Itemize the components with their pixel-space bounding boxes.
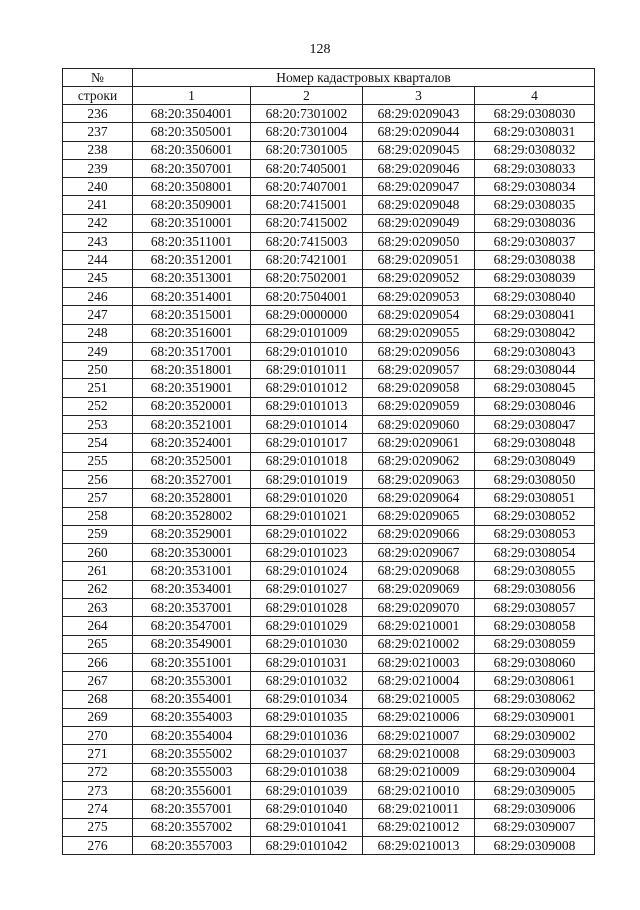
cadastral-number-cell: 68:20:7415001 — [251, 196, 363, 214]
cadastral-number-cell: 68:20:3527001 — [133, 470, 251, 488]
cadastral-number-cell: 68:20:3534001 — [133, 580, 251, 598]
cadastral-number-cell: 68:29:0209061 — [363, 434, 475, 452]
cadastral-number-cell: 68:29:0308047 — [475, 416, 595, 434]
table-row — [63, 214, 595, 232]
row-number-cell: 267 — [63, 672, 133, 690]
table-row — [63, 507, 595, 525]
cadastral-number-cell: 68:29:0308031 — [475, 123, 595, 141]
table-row — [63, 105, 595, 123]
row-number-cell: 274 — [63, 800, 133, 818]
cadastral-number-cell: 68:29:0101014 — [251, 416, 363, 434]
cadastral-number-cell: 68:29:0309008 — [475, 836, 595, 854]
table-row — [63, 708, 595, 726]
row-number-cell: 252 — [63, 397, 133, 415]
row-number-cell: 247 — [63, 306, 133, 324]
cadastral-number-cell: 68:29:0209069 — [363, 580, 475, 598]
cadastral-number-cell: 68:29:0209052 — [363, 269, 475, 287]
cadastral-number-cell: 68:29:0210012 — [363, 818, 475, 836]
table-row — [63, 141, 595, 159]
page-number: 128 — [309, 42, 331, 57]
table-row — [63, 324, 595, 342]
cadastral-number-cell: 68:29:0210005 — [363, 690, 475, 708]
cadastral-number-cell: 68:29:0308051 — [475, 489, 595, 507]
row-number-cell: 253 — [63, 416, 133, 434]
cadastral-number-cell: 68:29:0308062 — [475, 690, 595, 708]
table-row — [63, 525, 595, 543]
cadastral-number-cell: 68:29:0209060 — [363, 416, 475, 434]
table-row — [63, 727, 595, 745]
cadastral-number-cell: 68:20:7301004 — [251, 123, 363, 141]
cadastral-number-cell: 68:29:0210011 — [363, 800, 475, 818]
table-row — [63, 489, 595, 507]
row-number-cell: 241 — [63, 196, 133, 214]
table-body — [63, 105, 595, 855]
row-number-cell: 275 — [63, 818, 133, 836]
table-row — [63, 159, 595, 177]
cadastral-number-cell: 68:29:0209048 — [363, 196, 475, 214]
row-number-cell: 259 — [63, 525, 133, 543]
table-row — [63, 178, 595, 196]
row-number-cell: 257 — [63, 489, 133, 507]
cadastral-number-cell: 68:20:7415003 — [251, 233, 363, 251]
row-number-cell: 271 — [63, 745, 133, 763]
cadastral-number-cell: 68:29:0210008 — [363, 745, 475, 763]
cadastral-number-cell: 68:29:0101013 — [251, 397, 363, 415]
table-row — [63, 196, 595, 214]
cadastral-number-cell: 68:20:3520001 — [133, 397, 251, 415]
cadastral-number-cell: 68:29:0101041 — [251, 818, 363, 836]
cadastral-number-cell: 68:29:0210010 — [363, 781, 475, 799]
cadastral-number-cell: 68:29:0309001 — [475, 708, 595, 726]
cadastral-number-cell: 68:29:0101037 — [251, 745, 363, 763]
cadastral-number-cell: 68:29:0101027 — [251, 580, 363, 598]
cadastral-number-cell: 68:29:0101024 — [251, 562, 363, 580]
cadastral-number-cell: 68:29:0308030 — [475, 105, 595, 123]
cadastral-number-cell: 68:29:0209054 — [363, 306, 475, 324]
cadastral-number-cell: 68:29:0101022 — [251, 525, 363, 543]
row-number-cell: 237 — [63, 123, 133, 141]
cadastral-number-cell: 68:20:3557001 — [133, 800, 251, 818]
cadastral-number-cell: 68:29:0101021 — [251, 507, 363, 525]
cadastral-number-cell: 68:29:0101031 — [251, 653, 363, 671]
row-number-cell: 242 — [63, 214, 133, 232]
row-number-cell: 262 — [63, 580, 133, 598]
table-row — [63, 544, 595, 562]
cadastral-number-cell: 68:20:7301002 — [251, 105, 363, 123]
cadastral-number-cell: 68:29:0209058 — [363, 379, 475, 397]
cadastral-number-cell: 68:20:3519001 — [133, 379, 251, 397]
cadastral-number-cell: 68:29:0308039 — [475, 269, 595, 287]
cadastral-number-cell: 68:29:0210001 — [363, 617, 475, 635]
cadastral-number-cell: 68:20:3529001 — [133, 525, 251, 543]
cadastral-number-cell: 68:20:3554004 — [133, 727, 251, 745]
row-number-header-bottom: строки — [63, 87, 133, 105]
cadastral-number-cell: 68:20:3504001 — [133, 105, 251, 123]
cadastral-number-cell: 68:29:0210003 — [363, 653, 475, 671]
row-number-cell: 239 — [63, 159, 133, 177]
cadastral-number-cell: 68:29:0308041 — [475, 306, 595, 324]
table-row — [63, 397, 595, 415]
cadastral-number-cell: 68:29:0101011 — [251, 361, 363, 379]
cadastral-number-cell: 68:29:0209051 — [363, 251, 475, 269]
cadastral-number-cell: 68:20:3554001 — [133, 690, 251, 708]
cadastral-number-cell: 68:29:0209044 — [363, 123, 475, 141]
cadastral-number-cell: 68:20:3514001 — [133, 287, 251, 305]
cadastral-number-cell: 68:29:0308055 — [475, 562, 595, 580]
cadastral-number-cell: 68:20:7502001 — [251, 269, 363, 287]
table-row — [63, 306, 595, 324]
cadastral-number-cell: 68:20:3524001 — [133, 434, 251, 452]
cadastral-number-cell: 68:29:0209066 — [363, 525, 475, 543]
cadastral-number-cell: 68:29:0209049 — [363, 214, 475, 232]
table-row — [63, 763, 595, 781]
table-row — [63, 580, 595, 598]
row-number-cell: 248 — [63, 324, 133, 342]
row-number-cell: 270 — [63, 727, 133, 745]
cadastral-number-cell: 68:29:0210006 — [363, 708, 475, 726]
cadastral-number-cell: 68:29:0101035 — [251, 708, 363, 726]
cadastral-number-cell: 68:29:0209043 — [363, 105, 475, 123]
cadastral-number-cell: 68:29:0309005 — [475, 781, 595, 799]
cadastral-number-cell: 68:29:0308049 — [475, 452, 595, 470]
cadastral-number-cell: 68:29:0101029 — [251, 617, 363, 635]
row-number-cell: 258 — [63, 507, 133, 525]
header-row-1 — [63, 69, 595, 87]
cadastral-number-cell: 68:29:0308040 — [475, 287, 595, 305]
cadastral-number-cell: 68:29:0308045 — [475, 379, 595, 397]
cadastral-number-cell: 68:29:0210004 — [363, 672, 475, 690]
cadastral-number-cell: 68:20:7415002 — [251, 214, 363, 232]
cadastral-number-cell: 68:29:0101028 — [251, 599, 363, 617]
cadastral-number-cell: 68:20:3557002 — [133, 818, 251, 836]
cadastral-number-cell: 68:29:0308043 — [475, 342, 595, 360]
row-number-cell: 245 — [63, 269, 133, 287]
cadastral-number-cell: 68:29:0309007 — [475, 818, 595, 836]
cadastral-number-cell: 68:29:0101017 — [251, 434, 363, 452]
cadastral-number-cell: 68:29:0308034 — [475, 178, 595, 196]
row-number-cell: 244 — [63, 251, 133, 269]
cadastral-number-cell: 68:29:0209059 — [363, 397, 475, 415]
cadastral-number-cell: 68:20:3549001 — [133, 635, 251, 653]
cadastral-number-cell: 68:29:0308036 — [475, 214, 595, 232]
cadastral-number-cell: 68:29:0309002 — [475, 727, 595, 745]
cadastral-number-cell: 68:29:0209045 — [363, 141, 475, 159]
cadastral-number-cell: 68:29:0209047 — [363, 178, 475, 196]
row-number-cell: 264 — [63, 617, 133, 635]
cadastral-number-cell: 68:29:0209067 — [363, 544, 475, 562]
column-number-4: 4 — [475, 87, 595, 105]
cadastral-number-cell: 68:20:3521001 — [133, 416, 251, 434]
table-row — [63, 452, 595, 470]
cadastral-number-cell: 68:29:0210013 — [363, 836, 475, 854]
cadastral-number-cell: 68:29:0308060 — [475, 653, 595, 671]
table-row — [63, 818, 595, 836]
row-number-cell: 249 — [63, 342, 133, 360]
table-row — [63, 233, 595, 251]
cadastral-number-cell: 68:29:0101036 — [251, 727, 363, 745]
cadastral-number-cell: 68:20:3556001 — [133, 781, 251, 799]
table-row — [63, 653, 595, 671]
cadastral-number-cell: 68:29:0308038 — [475, 251, 595, 269]
row-number-cell: 269 — [63, 708, 133, 726]
row-number-cell: 256 — [63, 470, 133, 488]
cadastral-number-cell: 68:29:0308061 — [475, 672, 595, 690]
table-row — [63, 123, 595, 141]
cadastral-number-cell: 68:29:0101010 — [251, 342, 363, 360]
row-number-cell: 273 — [63, 781, 133, 799]
cadastral-number-cell: 68:29:0000000 — [251, 306, 363, 324]
cadastral-number-cell: 68:20:3505001 — [133, 123, 251, 141]
cadastral-number-cell: 68:20:3547001 — [133, 617, 251, 635]
row-number-cell: 238 — [63, 141, 133, 159]
table-row — [63, 635, 595, 653]
cadastral-number-cell: 68:29:0101034 — [251, 690, 363, 708]
table-row — [63, 599, 595, 617]
cadastral-number-cell: 68:29:0308046 — [475, 397, 595, 415]
group-header: Номер кадастровых кварталов — [133, 69, 595, 87]
table-row — [63, 434, 595, 452]
cadastral-number-cell: 68:20:3551001 — [133, 653, 251, 671]
cadastral-number-cell: 68:29:0209063 — [363, 470, 475, 488]
cadastral-number-cell: 68:29:0308054 — [475, 544, 595, 562]
table-row — [63, 416, 595, 434]
cadastral-number-cell: 68:29:0209053 — [363, 287, 475, 305]
cadastral-number-cell: 68:29:0308059 — [475, 635, 595, 653]
cadastral-number-cell: 68:29:0309006 — [475, 800, 595, 818]
row-number-cell: 255 — [63, 452, 133, 470]
cadastral-number-cell: 68:20:3509001 — [133, 196, 251, 214]
cadastral-number-cell: 68:29:0101018 — [251, 452, 363, 470]
cadastral-quarters-table — [62, 68, 595, 855]
cadastral-number-cell: 68:29:0209070 — [363, 599, 475, 617]
cadastral-number-cell: 68:29:0209065 — [363, 507, 475, 525]
row-number-cell: 243 — [63, 233, 133, 251]
column-number-3: 3 — [363, 87, 475, 105]
cadastral-number-cell: 68:20:3528001 — [133, 489, 251, 507]
cadastral-number-cell: 68:20:3516001 — [133, 324, 251, 342]
cadastral-number-cell: 68:29:0209050 — [363, 233, 475, 251]
row-number-cell: 261 — [63, 562, 133, 580]
cadastral-number-cell: 68:20:3506001 — [133, 141, 251, 159]
row-number-cell: 266 — [63, 653, 133, 671]
cadastral-number-cell: 68:20:3517001 — [133, 342, 251, 360]
row-number-cell: 246 — [63, 287, 133, 305]
table-row — [63, 287, 595, 305]
cadastral-number-cell: 68:20:3512001 — [133, 251, 251, 269]
cadastral-number-cell: 68:29:0308032 — [475, 141, 595, 159]
table-row — [63, 836, 595, 854]
table-row — [63, 379, 595, 397]
cadastral-number-cell: 68:20:3508001 — [133, 178, 251, 196]
cadastral-number-cell: 68:20:3531001 — [133, 562, 251, 580]
cadastral-number-cell: 68:29:0308052 — [475, 507, 595, 525]
cadastral-number-cell: 68:20:3555002 — [133, 745, 251, 763]
cadastral-number-cell: 68:29:0308050 — [475, 470, 595, 488]
table-row — [63, 800, 595, 818]
cadastral-number-cell: 68:29:0101019 — [251, 470, 363, 488]
cadastral-number-cell: 68:20:3518001 — [133, 361, 251, 379]
cadastral-number-cell: 68:29:0101020 — [251, 489, 363, 507]
table-row — [63, 342, 595, 360]
cadastral-number-cell: 68:29:0308053 — [475, 525, 595, 543]
cadastral-number-cell: 68:20:7301005 — [251, 141, 363, 159]
cadastral-number-cell: 68:29:0308042 — [475, 324, 595, 342]
cadastral-number-cell: 68:29:0209055 — [363, 324, 475, 342]
cadastral-number-cell: 68:20:3554003 — [133, 708, 251, 726]
cadastral-number-cell: 68:29:0308033 — [475, 159, 595, 177]
row-number-cell: 268 — [63, 690, 133, 708]
cadastral-number-cell: 68:20:7405001 — [251, 159, 363, 177]
cadastral-number-cell: 68:29:0209064 — [363, 489, 475, 507]
cadastral-number-cell: 68:29:0309004 — [475, 763, 595, 781]
cadastral-number-cell: 68:29:0308035 — [475, 196, 595, 214]
cadastral-number-cell: 68:20:7421001 — [251, 251, 363, 269]
table-row — [63, 617, 595, 635]
cadastral-number-cell: 68:29:0101039 — [251, 781, 363, 799]
cadastral-number-cell: 68:29:0209062 — [363, 452, 475, 470]
row-number-cell: 251 — [63, 379, 133, 397]
table-row — [63, 690, 595, 708]
row-number-cell: 254 — [63, 434, 133, 452]
cadastral-number-cell: 68:29:0209068 — [363, 562, 475, 580]
row-number-cell: 272 — [63, 763, 133, 781]
row-number-cell: 250 — [63, 361, 133, 379]
cadastral-number-cell: 68:29:0308057 — [475, 599, 595, 617]
column-number-2: 2 — [251, 87, 363, 105]
cadastral-number-cell: 68:29:0209046 — [363, 159, 475, 177]
cadastral-number-cell: 68:29:0309003 — [475, 745, 595, 763]
cadastral-number-cell: 68:20:3537001 — [133, 599, 251, 617]
cadastral-number-cell: 68:29:0308056 — [475, 580, 595, 598]
cadastral-number-cell: 68:20:7407001 — [251, 178, 363, 196]
row-number-header-top: № — [63, 69, 133, 87]
row-number-cell: 263 — [63, 599, 133, 617]
cadastral-number-cell: 68:29:0209057 — [363, 361, 475, 379]
cadastral-number-cell: 68:20:3557003 — [133, 836, 251, 854]
table-row — [63, 269, 595, 287]
cadastral-number-cell: 68:20:3525001 — [133, 452, 251, 470]
cadastral-number-cell: 68:29:0210009 — [363, 763, 475, 781]
cadastral-number-cell: 68:29:0101012 — [251, 379, 363, 397]
cadastral-number-cell: 68:29:0308058 — [475, 617, 595, 635]
column-number-1: 1 — [133, 87, 251, 105]
cadastral-number-cell: 68:29:0101038 — [251, 763, 363, 781]
cadastral-number-cell: 68:29:0101042 — [251, 836, 363, 854]
table-row — [63, 672, 595, 690]
table-row — [63, 745, 595, 763]
row-number-cell: 260 — [63, 544, 133, 562]
cadastral-number-cell: 68:20:3513001 — [133, 269, 251, 287]
cadastral-number-cell: 68:20:3510001 — [133, 214, 251, 232]
cadastral-number-cell: 68:29:0308044 — [475, 361, 595, 379]
table-row — [63, 781, 595, 799]
cadastral-number-cell: 68:29:0101030 — [251, 635, 363, 653]
cadastral-number-cell: 68:20:3515001 — [133, 306, 251, 324]
cadastral-number-cell: 68:20:3507001 — [133, 159, 251, 177]
cadastral-number-cell: 68:29:0101023 — [251, 544, 363, 562]
table-row — [63, 361, 595, 379]
cadastral-number-cell: 68:29:0101040 — [251, 800, 363, 818]
header-row-2 — [63, 87, 595, 105]
cadastral-number-cell: 68:29:0308048 — [475, 434, 595, 452]
cadastral-number-cell: 68:29:0101032 — [251, 672, 363, 690]
cadastral-number-cell: 68:20:7504001 — [251, 287, 363, 305]
row-number-cell: 265 — [63, 635, 133, 653]
cadastral-number-cell: 68:20:3530001 — [133, 544, 251, 562]
cadastral-number-cell: 68:20:3511001 — [133, 233, 251, 251]
cadastral-number-cell: 68:29:0308037 — [475, 233, 595, 251]
cadastral-number-cell: 68:20:3553001 — [133, 672, 251, 690]
row-number-cell: 276 — [63, 836, 133, 854]
cadastral-number-cell: 68:29:0210002 — [363, 635, 475, 653]
row-number-cell: 240 — [63, 178, 133, 196]
cadastral-number-cell: 68:20:3528002 — [133, 507, 251, 525]
table-row — [63, 470, 595, 488]
cadastral-number-cell: 68:29:0210007 — [363, 727, 475, 745]
row-number-cell: 236 — [63, 105, 133, 123]
cadastral-number-cell: 68:20:3555003 — [133, 763, 251, 781]
table-row — [63, 251, 595, 269]
table-row — [63, 562, 595, 580]
cadastral-number-cell: 68:29:0101009 — [251, 324, 363, 342]
cadastral-number-cell: 68:29:0209056 — [363, 342, 475, 360]
